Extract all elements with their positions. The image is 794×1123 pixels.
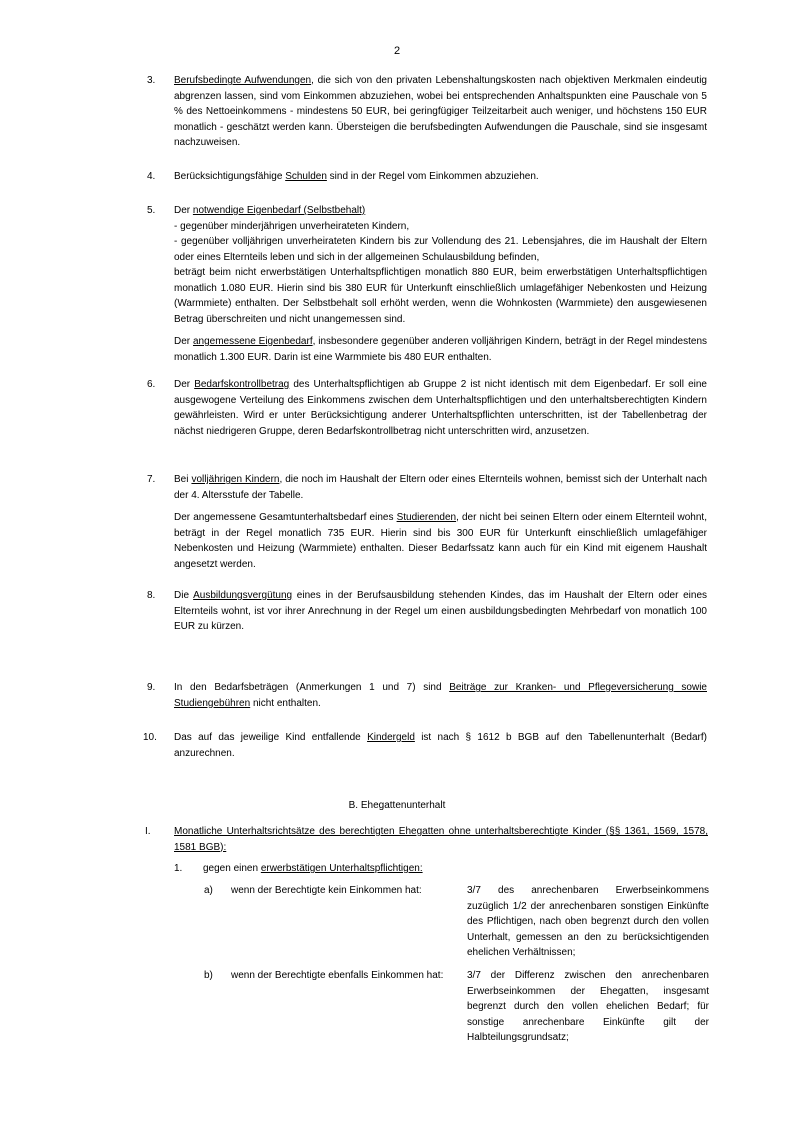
note-number: 4. xyxy=(147,171,156,182)
label-a: a) xyxy=(204,885,213,896)
sub-text: gegen einen xyxy=(203,863,261,874)
note-number: 10. xyxy=(143,732,157,743)
term: volljährigen Kindern xyxy=(191,474,280,485)
note-number: 6. xyxy=(147,379,156,390)
note-text: Der xyxy=(174,336,193,347)
term: Beiträge zur Kranken- und Pflegeversicherung sowie Studiengebühren xyxy=(174,682,707,709)
note-text: In den Bedarfsbeträgen (Anmerkungen 1 und 7) sind xyxy=(174,682,450,693)
note-8 xyxy=(147,588,707,635)
term: erwerbstätigen Unterhaltspflichtigen: xyxy=(260,863,423,874)
note-text: Der xyxy=(174,379,195,390)
note-number: 3. xyxy=(147,75,156,86)
note-7 xyxy=(147,472,707,579)
note-4 xyxy=(147,169,707,185)
note-text: , die sich von den privaten Lebenshaltungskosten nach objektiven Merkmalen eindeutig abgrenzen lassen, sind vom Einkommen abzuziehen, wobei bei entsprechenden Anhaltspunkten eine Pauschale von 5 % des Nettoeinkommens - mindestens 50 EUR, bei geringfügiger Teilzeitarbeit auch weniger, und höchstens 150 EUR monatlich - geschätzt werden kann. Übersteigen die berufsbedingten Aufwendungen die Pauschale, sind sie insgesamt nachzuweisen. xyxy=(174,75,707,148)
note-number: 5. xyxy=(147,205,156,216)
note-text: , der nicht bei seinen Eltern oder einem Elternteil wohnt, beträgt in der Regel monatlich 735 EUR. Hierin sind bis 300 EUR für Unterkunft einschließlich umlagefähiger Nebenkosten und Heizung (Warmmiete) enthalten. Dieser Bedarfssatz kann auch für ein Kind mit eigenem Haushalt angesetzt werden. xyxy=(174,512,707,570)
term: Bedarfskontrollbetrag xyxy=(194,379,290,390)
term: Berufsbedingte Aufwendungen xyxy=(174,75,312,86)
note-text: Der angemessene Gesamtunterhaltsbedarf eines xyxy=(174,512,397,523)
note-text: des Unterhaltspflichtigen ab Gruppe 2 ist nicht identisch mit dem Eigenbedarf. Er soll eine ausgewogene Verteilung des Einkommens zwischen dem Unterhaltspflichtigen und den unterhaltsberechtigten Kindern gewährleisten. Wird er unter Berücksichtigung anderer Unterhaltspflichten unterschritten, ist der Tabellenbetrag der nächst niedrigeren Gruppe, deren Bedarfskontrollbetrag nicht unterschritten wird, anzusetzen. xyxy=(174,379,707,437)
term: Schulden xyxy=(285,171,327,182)
note-text: , insbesondere gegenüber anderen volljährigen Kindern, beträgt in der Regel mindestens monatlich 1.300 EUR. Darin ist eine Warmmiete bis 480 EUR enthalten. xyxy=(174,336,708,363)
note-text: ist nach § 1612 b BGB auf den Tabellenunterhalt (Bedarf) anzurechnen. xyxy=(174,732,707,759)
term: Ausbildungsvergütung xyxy=(193,590,293,601)
case-a-condition: wenn der Berechtigte kein Einkommen hat: xyxy=(231,885,422,896)
term: Studierenden xyxy=(396,512,457,523)
term: notwendige Eigenbedarf (Selbstbehalt) xyxy=(192,205,366,216)
note-6 xyxy=(147,377,707,439)
section-heading: Monatliche Unterhaltsrichtsätze des berechtigten Ehegatten ohne unterhaltsberechtigte Kinder (§§ 1361, 1569, 1578, 1581 BGB): xyxy=(174,826,708,853)
note-text: eines in der Berufsausbildung stehenden Kindes, das im Haushalt der Eltern oder eines Elternteils wohnt, ist vor ihrer Anrechnung in der Regel um einen ausbildungsbedingten Mehrbedarf von monatlich 100 EUR zu kürzen. xyxy=(174,590,707,632)
case-b-condition: wenn der Berechtigte ebenfalls Einkommen hat: xyxy=(231,970,444,981)
sub-item-text xyxy=(203,861,423,877)
note-line: - gegenüber volljährigen unverheirateten Kindern bis zur Vollendung des 21. Lebensjahres, die im Haushalt der Eltern oder eines Elternteils leben und sich in der allgemeinen Schulausbildung befinden, xyxy=(174,236,707,263)
note-9 xyxy=(147,680,707,711)
note-number: 8. xyxy=(147,590,156,601)
note-text: Das auf das jeweilige Kind entfallende xyxy=(174,732,368,743)
page-number: 2 xyxy=(393,45,401,57)
term: Kindergeld xyxy=(367,732,415,743)
label-b: b) xyxy=(204,970,213,981)
section-title: B. Ehegattenunterhalt xyxy=(348,800,446,811)
sub-item-number: 1. xyxy=(174,863,183,874)
note-5 xyxy=(147,203,707,372)
case-a-rule: 3/7 des anrechenbaren Erwerbseinkommens zuzüglich 1/2 der anrechenbaren sonstigen Einkünfte des Pflichtigen, nach oben begrenzt durch den vollen Unterhalt, gemessen an den zu berücksichtigenden ehelichen Verhältnissen; xyxy=(467,885,709,958)
note-10 xyxy=(143,730,707,761)
note-text: Der xyxy=(174,205,193,216)
note-text: Bei xyxy=(174,474,192,485)
roman-numeral: I. xyxy=(145,826,151,837)
note-line: beträgt beim nicht erwerbstätigen Unterhaltspflichtigen monatlich 880 EUR, beim erwerbstätigen Unterhaltspflichtigen monatlich 1.080 EUR. Hierin sind bis 380 EUR für Unterkunft einschließlich umlagefähiger Nebenkosten und Heizung (Warmmiete) enthalten. Der Selbstbehalt soll erhöht werden, wenn die Wohnkosten (Warmmiete) den ausgewiesenen Betrag überschreiten und nicht unangemessen sind. xyxy=(174,267,707,325)
note-line: - gegenüber minderjährigen unverheirateten Kindern, xyxy=(174,220,410,232)
note-text: nicht enthalten. xyxy=(250,697,321,709)
section-b-roman-i xyxy=(145,824,708,855)
note-text: Die xyxy=(174,590,194,601)
case-b-rule: 3/7 der Differenz zwischen den anrechenbaren Erwerbseinkommen der Ehegatten, insgesamt begrenzt durch den vollen ehelichen Bedarf; für sonstige anrechenbare Einkünfte gilt der Halbteilungsgrundsatz; xyxy=(467,970,709,1043)
note-number: 9. xyxy=(147,682,156,693)
note-text: sind in der Regel vom Einkommen abzuziehen. xyxy=(326,171,539,182)
note-number: 7. xyxy=(147,474,156,485)
note-3 xyxy=(147,73,707,151)
term: angemessene Eigenbedarf xyxy=(192,336,313,347)
note-text: Berücksichtigungsfähige xyxy=(174,171,286,182)
note-text: , die noch im Haushalt der Eltern oder eines Elternteils wohnen, bemisst sich der Unterhalt nach der 4. Altersstufe der Tabelle. xyxy=(174,474,707,501)
